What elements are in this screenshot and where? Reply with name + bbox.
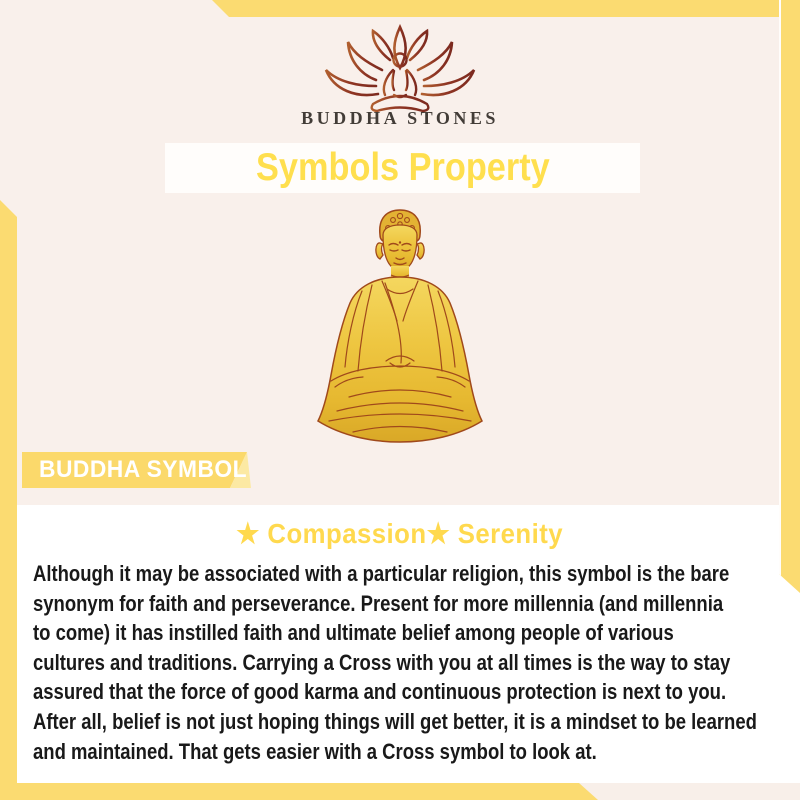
paragraph-line: synonym for faith and perseverance. Present for more millennia (and millennia xyxy=(33,590,724,616)
traits-text: ★ Compassion★ Serenity xyxy=(236,518,564,549)
traits-heading xyxy=(0,517,800,550)
paragraph-line: and maintained. That gets easier with a Cross symbol to look at. xyxy=(33,738,597,764)
accent-bottom-band xyxy=(0,783,620,800)
paragraph-line: Although it may be associated with a particular religion, this symbol is the bare xyxy=(33,561,730,586)
accent-right-strip xyxy=(779,0,800,593)
badge-label: BUDDHA SYMBOL xyxy=(39,456,247,483)
accent-left-strip xyxy=(0,200,19,800)
paragraph-line: assured that the force of good karma and continuous protection is next to you. xyxy=(33,679,727,705)
paragraph-line: to come) it has instilled faith and ultimate belief among people of various xyxy=(33,620,674,646)
buddha-statue-illustration xyxy=(287,205,513,455)
brand-name: BUDDHA STONES xyxy=(301,108,499,128)
paragraph-line: cultures and traditions. Carrying a Cross with you at all times is the way to stay xyxy=(33,649,731,675)
title-banner xyxy=(165,143,640,193)
accent-top-band xyxy=(0,0,800,17)
lotus-logo-icon xyxy=(318,24,482,112)
page-title: Symbols Property xyxy=(255,146,550,189)
description-paragraph xyxy=(33,559,793,766)
paragraph-line: After all, belief is not just hoping things will get better, it is a mindset to be learned xyxy=(33,708,757,734)
buddha-symbol-badge xyxy=(22,452,251,488)
